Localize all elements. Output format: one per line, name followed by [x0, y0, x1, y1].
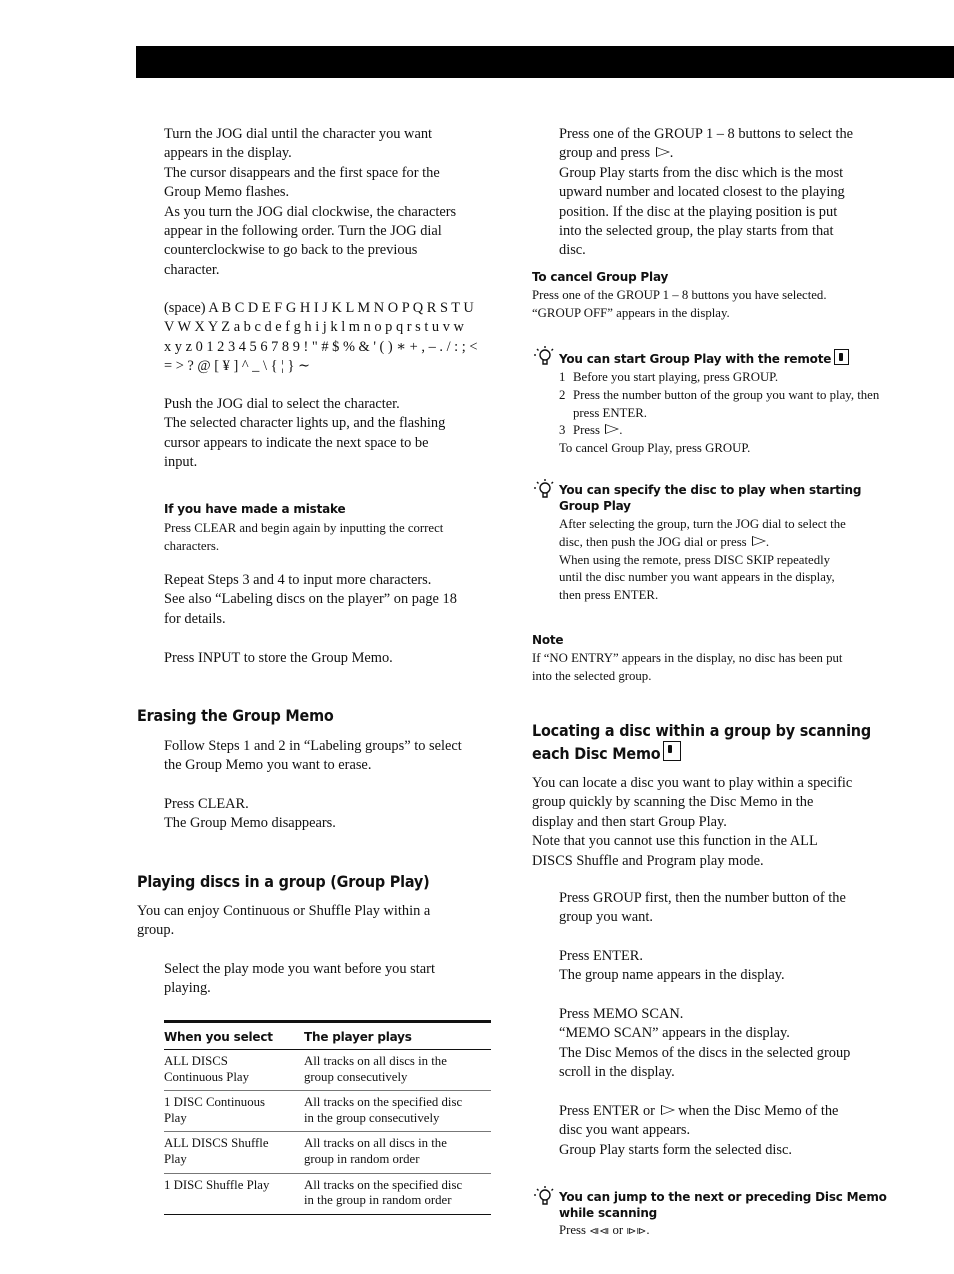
play-heading	[137, 871, 497, 892]
text-line: group you want.	[559, 909, 653, 926]
text-line: group quickly by scanning the Disc Memo in the	[532, 794, 814, 811]
play-mode-table	[164, 1020, 491, 1215]
text-line: group and press	[559, 145, 651, 162]
text-line: The cursor disappears and the first space for the	[164, 164, 440, 181]
play-intro	[137, 902, 494, 941]
text-line: “MEMO SCAN” appears in the display.	[559, 1025, 790, 1042]
text-line: input.	[164, 454, 198, 471]
tip-specify-disc: You can specify the disc to play when starting Group Play After selecting the group, turn the JOG dial to select the disc, then push the JOG dial or press . When using the remote, press DISC SKIP repeatedly until the disc number you want appears in the display, then press ENTER.	[559, 482, 889, 605]
right-step-2: Press one of the GROUP 1 – 8 buttons to select the group and press . Group Play starts from the disc which is the most upward number and located closest to the playing position. If the disc at the playing position is put into the selected group, the play starts from that disc.	[559, 125, 899, 261]
tip-title: You can specify the disc to play when starting Group Play	[559, 483, 862, 513]
remote-icon	[834, 349, 849, 365]
text-line: Note that you cannot use this function in the ALL	[532, 833, 818, 850]
text-line: Follow Steps 1 and 2 in “Labeling groups” to select	[164, 738, 462, 754]
text-line: Press one of the GROUP 1 – 8 buttons to select the	[559, 126, 854, 142]
text-line: the Group Memo you want to erase.	[164, 757, 372, 774]
text-line: Press one of the GROUP 1 – 8 buttons you have selected.	[532, 288, 827, 302]
text-line: Press CLEAR.	[164, 796, 249, 812]
text-line: Press MEMO SCAN.	[559, 1006, 684, 1022]
header-bar	[136, 46, 954, 78]
text-line: The group name appears in the display.	[559, 967, 785, 984]
text-line: Press	[559, 1223, 587, 1237]
text-line: counterclockwise to go back to the previous	[164, 242, 418, 259]
tip-steps	[559, 369, 889, 440]
text-line: Press ENTER.	[559, 948, 643, 964]
locate-step-4	[559, 1102, 899, 1160]
note-title: Note	[532, 633, 564, 647]
text-line: display and then start Group Play.	[532, 813, 727, 830]
text-line: The selected character lights up, and the flashing	[164, 415, 446, 432]
table-row	[164, 1091, 491, 1132]
text-line: character.	[164, 261, 220, 278]
text-line: As you turn the JOG dial clockwise, the characters	[164, 203, 457, 220]
lightbulb-icon	[533, 478, 555, 500]
text-line: when the Disc Memo of the	[678, 1103, 839, 1119]
tip-title: You can jump to the next or preceding Disc Memo	[559, 1190, 887, 1204]
text-line: Group Memo flashes.	[164, 184, 290, 201]
heading-text: Locating a disc within a group by scanning	[532, 721, 871, 740]
text-line: into the selected group, the play starts from that	[559, 223, 834, 240]
cancel-note	[532, 269, 892, 323]
text-line: into the selected group.	[532, 668, 652, 683]
locate-heading	[532, 720, 912, 764]
table-row	[164, 1132, 491, 1173]
text-line: You can locate a disc you want to play within a specific	[532, 775, 853, 791]
locate-step-3	[559, 1005, 899, 1083]
heading-text: each Disc Memo	[532, 744, 661, 763]
table-cell: All tracks on the specified disc in the group consecutively	[304, 1091, 491, 1132]
text-line: DISCS Shuffle and Program play mode.	[532, 852, 764, 869]
text-line: After selecting the group, turn the JOG dial to select the	[559, 517, 846, 531]
text-line: appears in the display.	[164, 145, 292, 162]
note-block	[532, 632, 892, 686]
text-line: Press INPUT to store the Group Memo.	[164, 650, 393, 666]
text-line: appear in the following order. Turn the JOG dial	[164, 223, 442, 240]
text-line: Repeat Steps 3 and 4 to input more characters.	[164, 572, 432, 588]
mistake-title: If you have made a mistake	[164, 502, 346, 516]
charset-line: V W X Y Z a b c d e f g h i j k l m n o p q r s t u v w	[164, 319, 464, 336]
table-row	[164, 1173, 491, 1214]
text-line: characters.	[164, 538, 220, 553]
table-row	[164, 1050, 491, 1091]
text-line: Push the JOG dial to select the character.	[164, 396, 400, 412]
text-line: Group Play starts from the disc which is the most	[559, 164, 844, 181]
charset-line: (space) A B C D E F G H I J K L M N O P Q R S T U	[164, 300, 474, 316]
table-cell: All tracks on the specified disc in the group in random order	[304, 1177, 463, 1208]
erase-heading	[137, 705, 497, 726]
text-line: Press ENTER or	[559, 1103, 655, 1119]
text-line: disc.	[559, 242, 586, 259]
text-line: The Disc Memos of the discs in the selected group	[559, 1044, 851, 1061]
mistake-note	[164, 501, 494, 556]
text-line: position. If the disc at the playing position is put	[559, 203, 838, 220]
text-line: scroll in the display.	[559, 1064, 675, 1081]
text-line: Group Play starts form the selected disc.	[559, 1141, 792, 1158]
text-line: disc you want appears.	[559, 1122, 691, 1139]
text-line: Turn the JOG dial until the character you want	[164, 126, 433, 142]
table-cell: 1 DISC Continuous Play	[164, 1091, 304, 1132]
text-line: group.	[137, 922, 175, 939]
play-step-1	[164, 960, 494, 999]
next-track-icon: ⧐⧐	[626, 1226, 647, 1237]
cancel-title: To cancel Group Play	[532, 270, 669, 284]
locate-intro	[532, 774, 912, 871]
play-icon	[752, 536, 766, 546]
erase-step-1	[164, 737, 494, 776]
column-header: When you select	[164, 1022, 304, 1050]
charset-line: x y z 0 1 2 3 4 5 6 7 8 9 ! " # $ % & ' ( ) ∗ + , – . / : ; <	[164, 338, 478, 355]
text-line: upward number and located closest to the playing	[559, 184, 845, 201]
list-item: 1 Before you start playing, press GROUP.	[559, 370, 779, 384]
list-item: 2 Press the number button of the group you want to play, then press ENTER.	[559, 387, 880, 420]
column-header: The player plays	[304, 1022, 491, 1050]
table-cell: ALL DISCS Continuous Play	[164, 1050, 304, 1091]
text-line: playing.	[164, 980, 211, 997]
list-item: 3 Press .	[559, 423, 623, 438]
text-line: See also “Labeling discs on the player” on page 18	[164, 591, 457, 608]
tip-title: while scanning	[559, 1206, 658, 1220]
erase-step-2	[164, 795, 494, 834]
text-line: You can enjoy Continuous or Shuffle Play within a	[137, 903, 431, 919]
text-line: cursor appears to indicate the next space to be	[164, 434, 429, 451]
step-5-text	[164, 571, 494, 629]
text-line: disc, then push the JOG dial or press	[559, 534, 747, 549]
text-line: If “NO ENTRY” appears in the display, no disc has been put	[532, 651, 843, 665]
text-line: The Group Memo disappears.	[164, 815, 336, 832]
locate-step-1	[559, 889, 899, 928]
play-icon	[661, 1105, 675, 1115]
tip-jump-disc-memo: You can jump to the next or preceding Disc Memo while scanning Press ⧏⧏ or ⧐⧐.	[559, 1189, 889, 1241]
text-line: Press CLEAR and begin again by inputting the correct	[164, 521, 444, 535]
table-cell: 1 DISC Shuffle Play	[164, 1177, 270, 1192]
text-line: Select the play mode you want before you start	[164, 961, 435, 977]
previous-track-icon: ⧏⧏	[589, 1226, 610, 1237]
play-icon	[605, 424, 619, 434]
text-line: When using the remote, press DISC SKIP repeatedly	[559, 552, 831, 567]
lightbulb-icon	[533, 345, 555, 367]
text-line: then press ENTER.	[559, 588, 659, 603]
lightbulb-icon	[533, 1185, 555, 1207]
heading-text: Erasing the Group Memo	[137, 706, 334, 725]
step-4-text	[164, 395, 494, 473]
table-cell: All tracks on all discs in the group consecutively	[304, 1050, 491, 1091]
text-line: “GROUP OFF” appears in the display.	[532, 305, 730, 320]
table-cell: All tracks on all discs in the group in random order	[304, 1132, 491, 1173]
locate-step-2	[559, 947, 899, 986]
text-line: or	[612, 1223, 624, 1237]
tip-remote-group-play	[559, 349, 889, 458]
step-6-text	[164, 649, 494, 668]
charset-line: = > ? @ [ ¥ ] ^ _ \ { ¦ } ∼	[164, 358, 311, 375]
play-icon	[656, 147, 670, 157]
remote-icon	[663, 741, 681, 761]
text-line: Press GROUP first, then the number button of the	[559, 890, 846, 906]
character-set	[164, 299, 494, 377]
heading-text: Playing discs in a group (Group Play)	[137, 872, 430, 891]
text-line: until the disc number you want appears in the display,	[559, 570, 835, 585]
text-line: for details.	[164, 610, 226, 627]
step-3-text	[164, 125, 494, 280]
text-line: To cancel Group Play, press GROUP.	[559, 441, 751, 456]
table-header-row	[164, 1022, 491, 1050]
table-cell: ALL DISCS Shuffle Play	[164, 1132, 304, 1173]
tip-title: You can start Group Play with the remote	[559, 352, 832, 366]
